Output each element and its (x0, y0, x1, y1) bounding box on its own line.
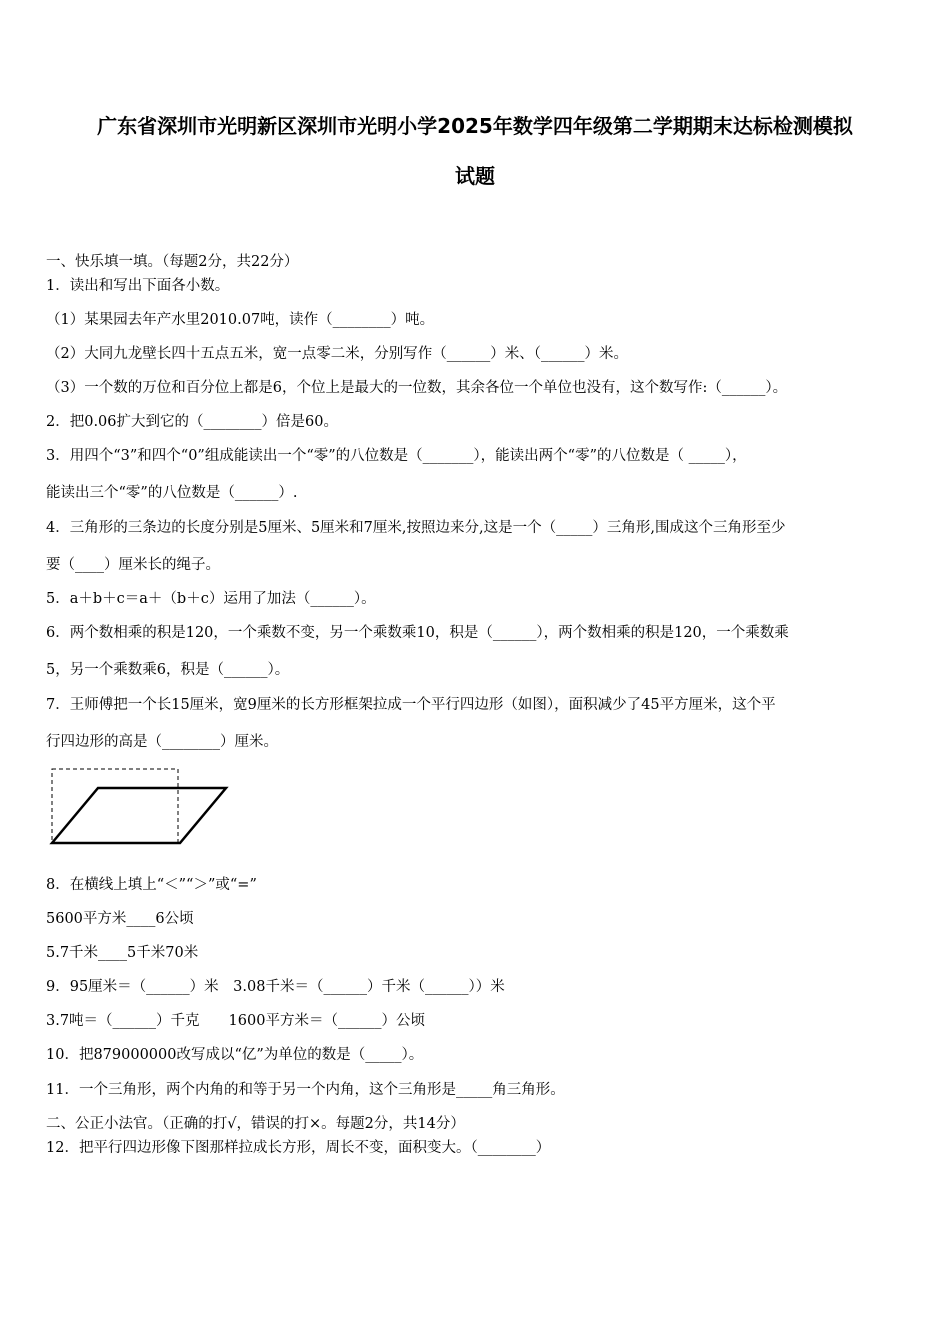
question-8-item-2: 5.7千米____5千米70米 (46, 945, 199, 961)
question-11: 11．一个三角形，两个内角的和等于另一个内角，这个三角形是_____角三角形。 (46, 1082, 565, 1098)
document-title: 广东省深圳市光明新区深圳市光明小学2025年数学四年级第二学期期末达标检测模拟 (97, 114, 853, 138)
question-4-line-2: 要（____）厘米长的绳子。 (46, 557, 220, 573)
parallelogram-shape (52, 788, 226, 843)
question-1-part-1: （1）某果园去年产水里2010.07吨，读作（________）吨。 (46, 312, 435, 328)
question-6-line-2: 5，另一个乘数乘6，积是（______）。 (46, 662, 290, 678)
question-12: 12．把平行四边形像下图那样拉成长方形，周长不变，面积变大。（________） (46, 1140, 551, 1156)
dashed-rectangle (52, 769, 178, 843)
question-5: 5．a＋b＋c＝a＋（b＋c）运用了加法（______）。 (46, 591, 376, 607)
question-9-line-1: 9．95厘米＝（______）米 3.08千米＝（______）千米（______））米 (46, 979, 505, 995)
question-1: 1．读出和写出下面各小数。 (46, 278, 230, 294)
section1-heading: 一、快乐填一填。（每题2分，共22分） (46, 254, 299, 270)
question-10: 10．把879000000改写成以“亿”为单位的数是（_____）。 (46, 1047, 424, 1063)
question-3-line-2: 能读出三个“零”的八位数是（______）. (46, 485, 298, 501)
question-4-line-1: 4．三角形的三条边的长度分别是5厘米、5厘米和7厘米,按照边来分,这是一个（_____）三角形,围成这个三角形至少 (46, 520, 786, 536)
section2-heading: 二、公正小法官。（正确的打√，错误的打×。每题2分，共14分） (46, 1116, 465, 1132)
question-2: 2．把0.06扩大到它的（________）倍是60。 (46, 414, 338, 430)
question-8: 8．在横线上填上“＜”“＞”或“=” (46, 877, 257, 893)
question-3-line-1: 3．用四个“3”和四个“0”组成能读出一个“零”的八位数是（_______），能读出两个“零”的八位数是（ _____）， (46, 448, 747, 464)
question-7-line-2: 行四边形的高是（________）厘米。 (46, 734, 278, 750)
parallelogram-figure (44, 765, 234, 849)
question-9-line-2: 3.7吨＝（______）千克 1600平方米＝（______）公顷 (46, 1013, 425, 1029)
question-6-line-1: 6．两个数相乘的积是120，一个乘数不变，另一个乘数乘10，积是（______），两个数相乘的积是120，一个乘数乘 (46, 625, 789, 641)
question-7-line-1: 7．王师傅把一个长15厘米，宽9厘米的长方形框架拉成一个平行四边形（如图），面积减少了45平方厘米，这个平 (46, 697, 776, 713)
question-1-part-3: （3）一个数的万位和百分位上都是6，个位上是最大的一位数，其余各位一个单位也没有，这个数写作:（______）。 (46, 380, 788, 396)
question-8-item-1: 5600平方米____6公顷 (46, 911, 194, 927)
question-1-part-2: （2）大同九龙壁长四十五点五米，宽一点零二米，分别写作（______）米、（______）米。 (46, 346, 628, 362)
document-title-continued: 试题 (455, 164, 495, 188)
